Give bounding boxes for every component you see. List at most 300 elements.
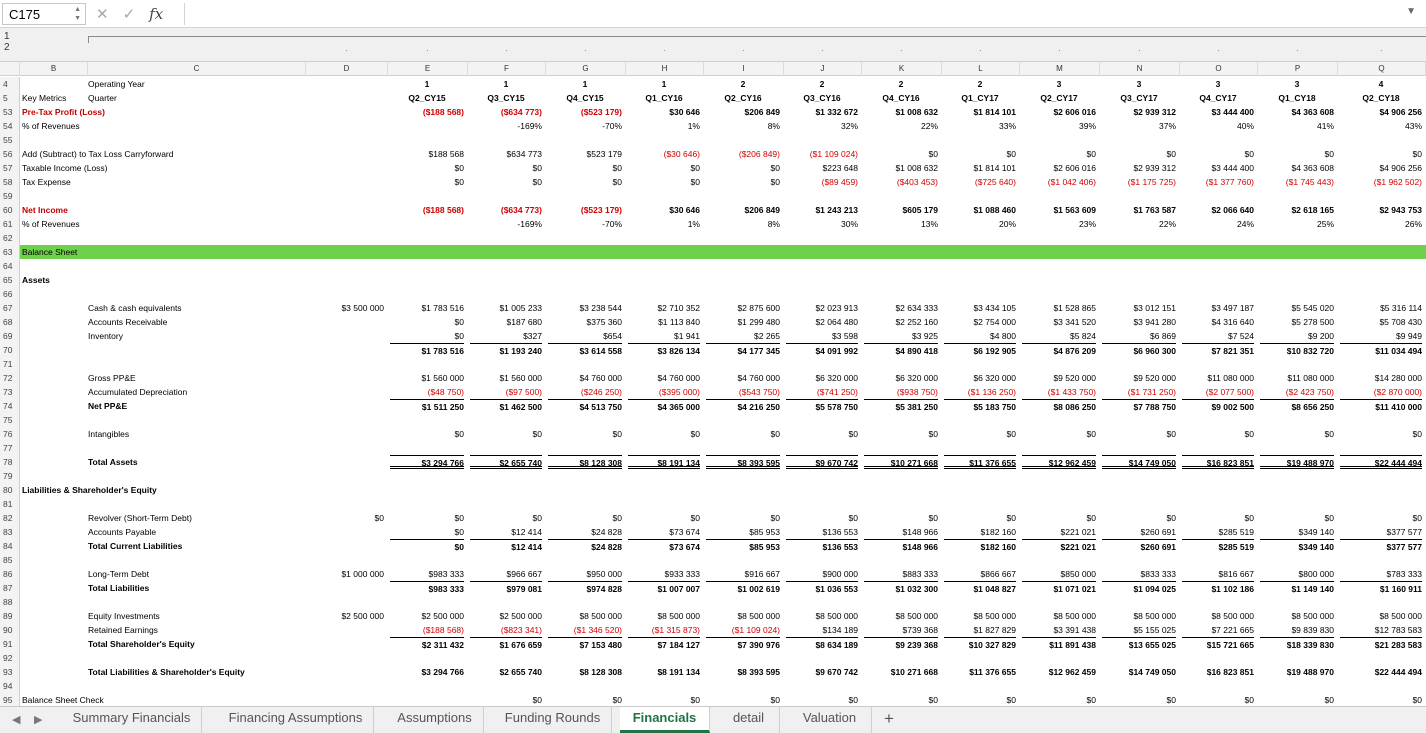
value-cell[interactable]: $0 bbox=[454, 163, 464, 173]
value-cell[interactable]: $1 243 213 bbox=[815, 205, 858, 215]
row-label[interactable]: Cash & cash equivalents bbox=[88, 303, 182, 313]
row-header[interactable]: 90 bbox=[0, 623, 20, 637]
row-header[interactable]: 5 bbox=[0, 91, 20, 105]
value-cell[interactable]: ($1 731 250) bbox=[1127, 387, 1176, 397]
value-cell[interactable]: 32% bbox=[840, 121, 858, 131]
value-cell[interactable]: $833 333 bbox=[1140, 569, 1176, 579]
value-cell[interactable]: $1 783 516 bbox=[390, 343, 464, 357]
value-cell[interactable]: $85 953 bbox=[706, 539, 780, 553]
value-cell[interactable]: $12 783 583 bbox=[1374, 625, 1422, 635]
row-label[interactable]: Liabilities & Shareholder's Equity bbox=[22, 485, 157, 495]
value-cell[interactable]: $11 891 438 bbox=[1022, 637, 1096, 651]
value-cell[interactable]: -169% bbox=[517, 219, 542, 229]
value-cell[interactable]: $2 634 333 bbox=[895, 303, 938, 313]
value-cell[interactable]: $983 333 bbox=[428, 569, 464, 579]
value-cell[interactable]: $0 bbox=[532, 513, 542, 523]
value-cell[interactable]: Q1_CY18 bbox=[1278, 93, 1316, 103]
value-cell[interactable]: $11 376 655 bbox=[944, 455, 1016, 469]
value-cell[interactable]: $11 080 000 bbox=[1287, 373, 1334, 383]
value-cell[interactable]: $2 500 000 bbox=[421, 611, 464, 621]
value-cell[interactable]: $16 823 851 bbox=[1182, 455, 1254, 469]
value-cell[interactable]: $0 bbox=[454, 331, 464, 341]
row-header[interactable]: 79 bbox=[0, 469, 20, 483]
value-cell[interactable]: $883 333 bbox=[902, 569, 938, 579]
value-cell[interactable]: $2 939 312 bbox=[1133, 163, 1176, 173]
row-header[interactable]: 69 bbox=[0, 329, 20, 343]
value-cell[interactable]: $2 500 000 bbox=[499, 611, 542, 621]
name-box-stepper-icon[interactable]: ▲ ▼ bbox=[74, 6, 81, 22]
value-cell[interactable]: $2 939 312 bbox=[1133, 107, 1176, 117]
value-cell[interactable]: $260 691 bbox=[1102, 539, 1176, 553]
row-header[interactable]: 54 bbox=[0, 119, 20, 133]
value-cell[interactable]: 43% bbox=[1404, 121, 1422, 131]
value-cell[interactable]: 3 bbox=[1136, 79, 1142, 89]
row-label[interactable]: Accounts Payable bbox=[88, 527, 157, 537]
value-cell[interactable]: $8 128 308 bbox=[548, 455, 622, 469]
value-cell[interactable]: 41% bbox=[1316, 121, 1334, 131]
value-cell[interactable]: $6 869 bbox=[1150, 331, 1176, 341]
column-header-B[interactable]: B bbox=[20, 62, 88, 76]
value-cell[interactable]: $377 577 bbox=[1386, 527, 1422, 537]
select-all-corner[interactable] bbox=[0, 62, 20, 76]
value-cell[interactable]: $9 949 bbox=[1396, 331, 1422, 341]
value-cell[interactable]: $349 140 bbox=[1298, 527, 1334, 537]
value-cell[interactable]: $0 bbox=[1324, 513, 1334, 523]
row-header[interactable]: 63 bbox=[0, 245, 20, 259]
value-cell[interactable]: $260 691 bbox=[1140, 527, 1176, 537]
value-cell[interactable]: $0 bbox=[532, 177, 542, 187]
value-cell[interactable]: $1 102 186 bbox=[1182, 581, 1254, 595]
row-label[interactable]: Add (Subtract) to Tax Loss Carryforward bbox=[22, 149, 174, 159]
value-cell[interactable]: ($206 849) bbox=[738, 149, 780, 159]
value-cell[interactable]: Q3_CY17 bbox=[1120, 93, 1158, 103]
value-cell[interactable]: $15 721 665 bbox=[1182, 637, 1254, 651]
value-cell[interactable]: $12 414 bbox=[511, 527, 542, 537]
value-cell[interactable]: ($1 346 520) bbox=[573, 625, 622, 635]
value-cell[interactable]: ($188 568) bbox=[422, 107, 464, 117]
value-cell[interactable]: 8% bbox=[767, 219, 780, 229]
value-cell[interactable]: ($823 341) bbox=[500, 625, 542, 635]
row-label[interactable]: Operating Year bbox=[88, 79, 145, 89]
row-label[interactable]: Revolver (Short-Term Debt) bbox=[88, 513, 192, 523]
column-header-L[interactable]: L bbox=[942, 62, 1020, 76]
value-cell[interactable]: $12 414 bbox=[470, 539, 542, 553]
value-cell[interactable]: $19 488 970 bbox=[1260, 455, 1334, 469]
value-cell[interactable]: $10 271 668 bbox=[864, 455, 938, 469]
value-cell[interactable]: $0 bbox=[770, 513, 780, 523]
sheet-tab-summary-financials[interactable]: Summary Financials bbox=[62, 707, 202, 733]
value-cell[interactable]: Q2_CY16 bbox=[724, 93, 762, 103]
value-cell[interactable]: $1 676 659 bbox=[470, 637, 542, 651]
row-header[interactable]: 59 bbox=[0, 189, 20, 203]
row-header[interactable]: 77 bbox=[0, 441, 20, 455]
value-cell[interactable]: $1 008 632 bbox=[895, 163, 938, 173]
row-label[interactable]: % of Revenues bbox=[22, 121, 80, 131]
value-cell[interactable]: $0 bbox=[1324, 429, 1334, 439]
value-cell[interactable]: $1 088 460 bbox=[973, 205, 1016, 215]
value-cell[interactable]: $0 bbox=[928, 149, 938, 159]
value-cell[interactable]: 1 bbox=[661, 79, 667, 89]
opening-value[interactable]: $2 500 000 bbox=[341, 611, 384, 621]
value-cell[interactable]: $4 363 608 bbox=[1291, 107, 1334, 117]
value-cell[interactable]: $22 444 494 bbox=[1374, 667, 1422, 677]
prev-sheet-icon[interactable]: ◀ bbox=[12, 714, 21, 726]
row-header[interactable]: 4 bbox=[0, 77, 20, 91]
next-sheet-icon[interactable]: ▶ bbox=[34, 714, 43, 726]
value-cell[interactable]: $327 bbox=[523, 331, 542, 341]
value-cell[interactable]: $4 760 000 bbox=[737, 373, 780, 383]
value-cell[interactable]: $0 bbox=[390, 539, 464, 553]
value-cell[interactable]: ($188 568) bbox=[422, 205, 464, 215]
sheet-tab-detail[interactable]: detail bbox=[718, 707, 780, 733]
value-cell[interactable]: $0 bbox=[1412, 513, 1422, 523]
row-header[interactable]: 71 bbox=[0, 357, 20, 371]
value-cell[interactable]: $0 bbox=[454, 317, 464, 327]
value-cell[interactable]: $1 560 000 bbox=[499, 373, 542, 383]
value-cell[interactable]: $7 821 351 bbox=[1182, 343, 1254, 357]
row-header[interactable]: 64 bbox=[0, 259, 20, 273]
value-cell[interactable]: $206 849 bbox=[744, 205, 780, 215]
row-label[interactable]: % of Revenues bbox=[22, 219, 80, 229]
value-cell[interactable]: ($1 136 250) bbox=[967, 387, 1016, 397]
value-cell[interactable]: $979 081 bbox=[470, 581, 542, 595]
value-cell[interactable]: $2 023 913 bbox=[815, 303, 858, 313]
value-cell[interactable]: $148 966 bbox=[902, 527, 938, 537]
value-cell[interactable]: $1 113 840 bbox=[658, 317, 700, 327]
value-cell[interactable]: $4 876 209 bbox=[1022, 343, 1096, 357]
value-cell[interactable]: $0 bbox=[612, 513, 622, 523]
value-cell[interactable]: $8 656 250 bbox=[1260, 399, 1334, 413]
value-cell[interactable]: ($634 773) bbox=[500, 205, 542, 215]
value-cell[interactable]: $18 339 830 bbox=[1260, 637, 1334, 651]
value-cell[interactable]: $2 655 740 bbox=[470, 455, 542, 469]
value-cell[interactable]: $206 849 bbox=[744, 107, 780, 117]
value-cell[interactable]: $9 520 000 bbox=[1133, 373, 1176, 383]
value-cell[interactable]: $9 200 bbox=[1308, 331, 1334, 341]
value-cell[interactable]: ($523 179) bbox=[580, 205, 622, 215]
row-label[interactable]: Total Liabilities bbox=[88, 583, 150, 593]
value-cell[interactable]: $136 553 bbox=[786, 539, 858, 553]
row-header[interactable]: 82 bbox=[0, 511, 20, 525]
value-cell[interactable]: $0 bbox=[1244, 429, 1254, 439]
column-header-P[interactable]: P bbox=[1258, 62, 1338, 76]
value-cell[interactable]: $2 710 352 bbox=[657, 303, 700, 313]
value-cell[interactable]: $22 444 494 bbox=[1340, 455, 1422, 469]
value-cell[interactable]: $1 783 516 bbox=[421, 303, 464, 313]
row-label[interactable]: Intangibles bbox=[88, 429, 130, 439]
value-cell[interactable]: $2 064 480 bbox=[815, 317, 858, 327]
row-header[interactable]: 60 bbox=[0, 203, 20, 217]
value-cell[interactable]: $0 bbox=[1412, 429, 1422, 439]
row-header[interactable]: 86 bbox=[0, 567, 20, 581]
value-cell[interactable]: $24 828 bbox=[591, 527, 622, 537]
value-cell[interactable]: $10 271 668 bbox=[890, 667, 938, 677]
column-header-G[interactable]: G bbox=[546, 62, 626, 76]
worksheet-grid[interactable] bbox=[0, 62, 1426, 706]
value-cell[interactable]: $6 960 300 bbox=[1102, 343, 1176, 357]
value-cell[interactable]: 24% bbox=[1236, 219, 1254, 229]
value-cell[interactable]: $0 bbox=[612, 429, 622, 439]
value-cell[interactable]: $7 390 976 bbox=[706, 637, 780, 651]
value-cell[interactable]: -169% bbox=[517, 121, 542, 131]
value-cell[interactable]: $0 bbox=[690, 513, 700, 523]
value-cell[interactable]: $1 814 101 bbox=[973, 163, 1016, 173]
value-cell[interactable]: $21 283 583 bbox=[1340, 637, 1422, 651]
value-cell[interactable]: $16 823 851 bbox=[1206, 667, 1254, 677]
value-cell[interactable]: $654 bbox=[603, 331, 622, 341]
value-cell[interactable]: ($395 000) bbox=[658, 387, 700, 397]
value-cell[interactable]: Q1_CY16 bbox=[645, 93, 683, 103]
value-cell[interactable]: $2 618 165 bbox=[1291, 205, 1334, 215]
value-cell[interactable]: $0 bbox=[1166, 149, 1176, 159]
column-header-O[interactable]: O bbox=[1180, 62, 1258, 76]
value-cell[interactable]: Q4_CY16 bbox=[882, 93, 920, 103]
value-cell[interactable]: $136 553 bbox=[822, 527, 858, 537]
value-cell[interactable]: ($523 179) bbox=[580, 107, 622, 117]
value-cell[interactable]: $4 316 640 bbox=[1211, 317, 1254, 327]
value-cell[interactable]: $14 749 050 bbox=[1128, 667, 1176, 677]
column-header-H[interactable]: H bbox=[626, 62, 704, 76]
value-cell[interactable]: $7 221 665 bbox=[1211, 625, 1254, 635]
row-header[interactable]: 88 bbox=[0, 595, 20, 609]
value-cell[interactable]: $375 360 bbox=[586, 317, 622, 327]
value-cell[interactable]: ($543 750) bbox=[738, 387, 780, 397]
row-label[interactable]: Total Shareholder's Equity bbox=[88, 639, 195, 649]
row-header[interactable]: 61 bbox=[0, 217, 20, 231]
value-cell[interactable]: ($741 250) bbox=[816, 387, 858, 397]
value-cell[interactable]: $866 667 bbox=[980, 569, 1016, 579]
value-cell[interactable]: 33% bbox=[998, 121, 1016, 131]
value-cell[interactable]: $0 bbox=[1244, 149, 1254, 159]
value-cell[interactable]: $9 002 500 bbox=[1182, 399, 1254, 413]
value-cell[interactable]: Q3_CY15 bbox=[487, 93, 525, 103]
formula-input[interactable] bbox=[184, 3, 1402, 25]
value-cell[interactable]: $0 bbox=[1006, 513, 1016, 523]
value-cell[interactable]: $8 500 000 bbox=[1291, 611, 1334, 621]
value-cell[interactable]: $0 bbox=[1166, 695, 1176, 705]
value-cell[interactable]: $13 655 025 bbox=[1102, 637, 1176, 651]
value-cell[interactable]: $0 bbox=[454, 527, 464, 537]
value-cell[interactable]: $2 875 600 bbox=[737, 303, 780, 313]
value-cell[interactable]: $0 bbox=[690, 177, 700, 187]
value-cell[interactable]: ($1 109 024) bbox=[731, 625, 780, 635]
value-cell[interactable]: $5 545 020 bbox=[1291, 303, 1334, 313]
value-cell[interactable]: $4 365 000 bbox=[628, 399, 700, 413]
row-header[interactable]: 66 bbox=[0, 287, 20, 301]
row-label[interactable]: Net PP&E bbox=[88, 401, 128, 411]
row-header[interactable]: 87 bbox=[0, 581, 20, 595]
value-cell[interactable]: ($48 750) bbox=[427, 387, 464, 397]
value-cell[interactable]: $9 239 368 bbox=[864, 637, 938, 651]
value-cell[interactable]: $933 333 bbox=[664, 569, 700, 579]
value-cell[interactable]: $9 670 742 bbox=[815, 667, 858, 677]
value-cell[interactable]: $2 655 740 bbox=[499, 667, 542, 677]
value-cell[interactable]: ($1 433 750) bbox=[1047, 387, 1096, 397]
value-cell[interactable]: $73 674 bbox=[669, 527, 700, 537]
value-cell[interactable]: ($1 377 760) bbox=[1205, 177, 1254, 187]
value-cell[interactable]: $5 278 500 bbox=[1291, 317, 1334, 327]
value-cell[interactable]: $816 667 bbox=[1218, 569, 1254, 579]
value-cell[interactable]: $8 500 000 bbox=[1379, 611, 1422, 621]
value-cell[interactable]: $1 007 007 bbox=[628, 581, 700, 595]
value-cell[interactable]: $182 160 bbox=[980, 527, 1016, 537]
value-cell[interactable]: $6 320 000 bbox=[815, 373, 858, 383]
value-cell[interactable]: $1 032 300 bbox=[864, 581, 938, 595]
value-cell[interactable]: $8 128 308 bbox=[579, 667, 622, 677]
value-cell[interactable]: $3 444 400 bbox=[1211, 163, 1254, 173]
value-cell[interactable]: $0 bbox=[1086, 513, 1096, 523]
value-cell[interactable]: $0 bbox=[848, 513, 858, 523]
value-cell[interactable]: $0 bbox=[1086, 429, 1096, 439]
value-cell[interactable]: ($2 077 500) bbox=[1205, 387, 1254, 397]
row-header[interactable]: 67 bbox=[0, 301, 20, 315]
value-cell[interactable]: ($634 773) bbox=[500, 107, 542, 117]
value-cell[interactable]: $187 680 bbox=[506, 317, 542, 327]
value-cell[interactable]: $850 000 bbox=[1060, 569, 1096, 579]
value-cell[interactable]: $4 513 750 bbox=[548, 399, 622, 413]
value-cell[interactable]: $0 bbox=[612, 695, 622, 705]
value-cell[interactable]: $4 177 345 bbox=[706, 343, 780, 357]
row-header[interactable]: 93 bbox=[0, 665, 20, 679]
value-cell[interactable]: 1% bbox=[687, 121, 700, 131]
column-header-K[interactable]: K bbox=[862, 62, 942, 76]
value-cell[interactable]: Q2_CY15 bbox=[408, 93, 446, 103]
row-header[interactable]: 75 bbox=[0, 413, 20, 427]
value-cell[interactable]: $1 511 250 bbox=[390, 399, 464, 413]
value-cell[interactable]: $0 bbox=[770, 163, 780, 173]
value-cell[interactable]: $5 155 025 bbox=[1133, 625, 1176, 635]
value-cell[interactable]: $605 179 bbox=[902, 205, 938, 215]
value-cell[interactable]: 3 bbox=[1056, 79, 1062, 89]
value-cell[interactable]: $10 327 829 bbox=[944, 637, 1016, 651]
row-label[interactable]: Retained Earnings bbox=[88, 625, 158, 635]
sheet-tab-financing-assumptions[interactable]: Financing Assumptions bbox=[218, 707, 374, 733]
value-cell[interactable]: 8% bbox=[767, 121, 780, 131]
row-label[interactable]: Gross PP&E bbox=[88, 373, 136, 383]
outline-level-1-button[interactable]: 1 bbox=[4, 31, 10, 42]
value-cell[interactable]: $8 500 000 bbox=[1211, 611, 1254, 621]
value-cell[interactable]: ($1 745 443) bbox=[1285, 177, 1334, 187]
value-cell[interactable]: $182 160 bbox=[944, 539, 1016, 553]
value-cell[interactable]: $8 191 134 bbox=[657, 667, 700, 677]
value-cell[interactable]: 2 bbox=[977, 79, 983, 89]
column-header-F[interactable]: F bbox=[468, 62, 546, 76]
insert-function-icon[interactable]: fx bbox=[149, 5, 164, 23]
value-cell[interactable]: $4 216 250 bbox=[706, 399, 780, 413]
value-cell[interactable]: $1 048 827 bbox=[944, 581, 1016, 595]
value-cell[interactable]: $1 563 609 bbox=[1053, 205, 1096, 215]
value-cell[interactable]: $19 488 970 bbox=[1286, 667, 1334, 677]
row-label[interactable]: Long-Term Debt bbox=[88, 569, 149, 579]
value-cell[interactable]: ($725 640) bbox=[974, 177, 1016, 187]
value-cell[interactable]: $4 890 418 bbox=[864, 343, 938, 357]
value-cell[interactable]: Q3_CY16 bbox=[803, 93, 841, 103]
value-cell[interactable]: Q1_CY17 bbox=[961, 93, 999, 103]
row-header[interactable]: 72 bbox=[0, 371, 20, 385]
value-cell[interactable]: $1 071 021 bbox=[1022, 581, 1096, 595]
row-header[interactable]: 58 bbox=[0, 175, 20, 189]
column-header-M[interactable]: M bbox=[1020, 62, 1100, 76]
value-cell[interactable]: $12 962 459 bbox=[1022, 455, 1096, 469]
value-cell[interactable]: $0 bbox=[1086, 149, 1096, 159]
value-cell[interactable]: $0 bbox=[1006, 429, 1016, 439]
value-cell[interactable]: $800 000 bbox=[1298, 569, 1334, 579]
value-cell[interactable]: $11 376 655 bbox=[969, 667, 1016, 677]
value-cell[interactable]: 40% bbox=[1236, 121, 1254, 131]
value-cell[interactable]: ($188 568) bbox=[422, 625, 464, 635]
value-cell[interactable]: $0 bbox=[1244, 513, 1254, 523]
opening-value[interactable]: $1 000 000 bbox=[341, 569, 384, 579]
value-cell[interactable]: $8 500 000 bbox=[579, 611, 622, 621]
row-label[interactable]: Taxable Income (Loss) bbox=[22, 163, 108, 173]
value-cell[interactable]: $5 824 bbox=[1070, 331, 1096, 341]
row-header[interactable]: 56 bbox=[0, 147, 20, 161]
value-cell[interactable]: 26% bbox=[1404, 219, 1422, 229]
value-cell[interactable]: $8 393 595 bbox=[737, 667, 780, 677]
row-label[interactable]: Total Assets bbox=[88, 457, 138, 467]
value-cell[interactable]: $0 bbox=[928, 429, 938, 439]
value-cell[interactable]: $1 827 829 bbox=[973, 625, 1016, 635]
value-cell[interactable]: 30% bbox=[840, 219, 858, 229]
value-cell[interactable]: $0 bbox=[454, 429, 464, 439]
row-label[interactable]: Assets bbox=[22, 275, 50, 285]
outline-level-2-button[interactable]: 2 bbox=[4, 42, 10, 53]
value-cell[interactable]: $950 000 bbox=[586, 569, 622, 579]
value-cell[interactable]: $8 500 000 bbox=[895, 611, 938, 621]
value-cell[interactable]: ($30 646) bbox=[663, 149, 700, 159]
value-cell[interactable]: $7 788 750 bbox=[1102, 399, 1176, 413]
value-cell[interactable]: $3 391 438 bbox=[1053, 625, 1096, 635]
value-cell[interactable]: $14 749 050 bbox=[1102, 455, 1176, 469]
value-cell[interactable]: $4 363 608 bbox=[1291, 163, 1334, 173]
value-cell[interactable]: $634 773 bbox=[506, 149, 542, 159]
column-header-D[interactable]: D bbox=[306, 62, 388, 76]
value-cell[interactable]: $24 828 bbox=[548, 539, 622, 553]
value-cell[interactable]: $4 800 bbox=[990, 331, 1016, 341]
value-cell[interactable]: $8 086 250 bbox=[1022, 399, 1096, 413]
value-cell[interactable]: $0 bbox=[1166, 429, 1176, 439]
value-cell[interactable]: $9 670 742 bbox=[786, 455, 858, 469]
value-cell[interactable]: $1 299 480 bbox=[737, 317, 780, 327]
column-header-Q[interactable]: Q bbox=[1338, 62, 1426, 76]
value-cell[interactable]: ($1 109 024) bbox=[809, 149, 858, 159]
row-header[interactable]: 89 bbox=[0, 609, 20, 623]
value-cell[interactable]: $188 568 bbox=[428, 149, 464, 159]
value-cell[interactable]: $3 497 187 bbox=[1211, 303, 1254, 313]
row-header[interactable]: 70 bbox=[0, 343, 20, 357]
value-cell[interactable]: 23% bbox=[1078, 219, 1096, 229]
sheet-tab-valuation[interactable]: Valuation bbox=[788, 707, 872, 733]
value-cell[interactable]: 3 bbox=[1215, 79, 1221, 89]
value-cell[interactable]: $12 962 459 bbox=[1048, 667, 1096, 677]
value-cell[interactable]: $0 bbox=[1166, 513, 1176, 523]
row-label[interactable]: Accumulated Depreciation bbox=[88, 387, 188, 397]
value-cell[interactable]: $0 bbox=[454, 513, 464, 523]
value-cell[interactable]: 22% bbox=[1158, 219, 1176, 229]
value-cell[interactable]: ($246 250) bbox=[580, 387, 622, 397]
value-cell[interactable]: $1 160 911 bbox=[1340, 581, 1422, 595]
row-label[interactable]: Total Current Liabilities bbox=[88, 541, 183, 551]
value-cell[interactable]: $5 381 250 bbox=[864, 399, 938, 413]
value-cell[interactable]: ($403 453) bbox=[896, 177, 938, 187]
value-cell[interactable]: $966 667 bbox=[506, 569, 542, 579]
value-cell[interactable]: 1 bbox=[582, 79, 588, 89]
value-cell[interactable]: ($1 175 725) bbox=[1127, 177, 1176, 187]
value-cell[interactable]: ($1 962 502) bbox=[1373, 177, 1422, 187]
row-header[interactable]: 68 bbox=[0, 315, 20, 329]
value-cell[interactable]: $1 763 587 bbox=[1133, 205, 1176, 215]
row-header[interactable]: 81 bbox=[0, 497, 20, 511]
